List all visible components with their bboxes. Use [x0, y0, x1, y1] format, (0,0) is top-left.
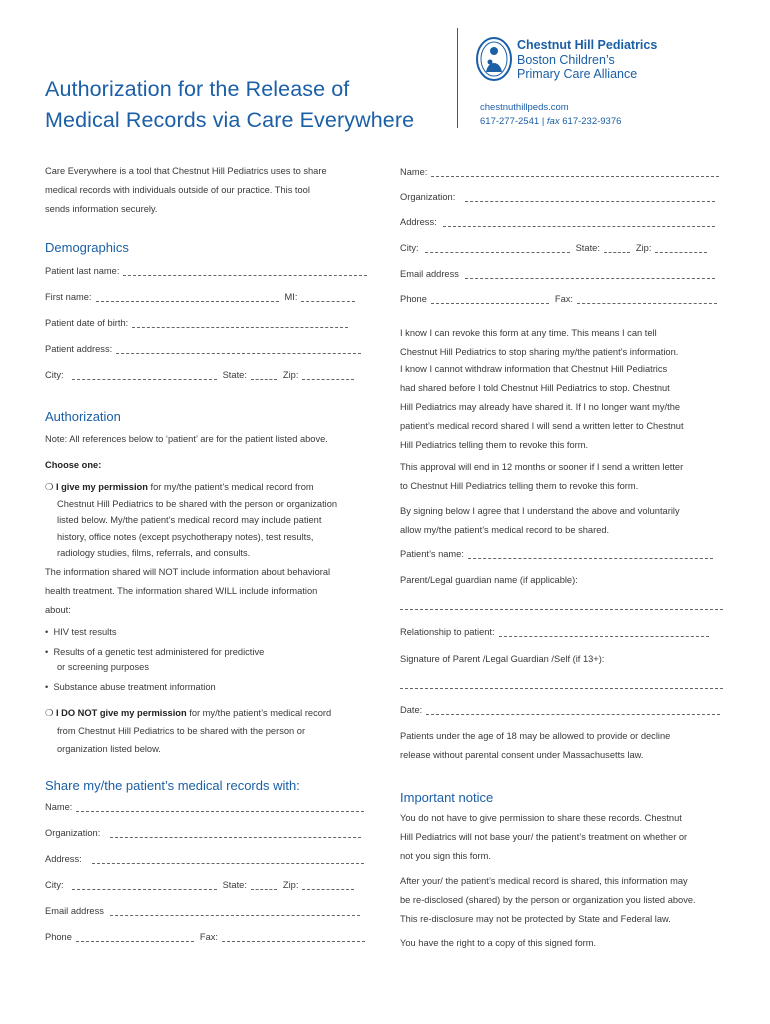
list-item	[45, 680, 216, 695]
paragraph-line: Hill Pediatrics may already have shared it. If I no longer want my/the	[400, 402, 681, 412]
list-item-text: Substance abuse treatment information	[53, 682, 216, 692]
document-title	[45, 74, 414, 136]
field-label: Name:	[45, 802, 73, 812]
paragraph-line: You do not have to give permission to share these records. Chestnut	[400, 813, 682, 823]
separator: |	[541, 116, 545, 127]
intro-line: Care Everywhere is a tool that Chestnut Hill Pediatrics uses to share	[45, 166, 327, 176]
fax-number: 617-232-9376	[562, 116, 622, 127]
field-label: City:	[45, 880, 64, 890]
paragraph-line: The information shared will NOT include information about behavioral	[45, 567, 331, 577]
field-label: Email address	[45, 906, 104, 916]
withdraw-paragraph	[400, 360, 684, 455]
right-address-field[interactable]	[400, 217, 715, 227]
field-label: City:	[45, 370, 64, 380]
information-scope-paragraph	[45, 563, 330, 620]
give-permission-option[interactable]	[45, 479, 375, 562]
phone-number: 617-277-2541	[480, 116, 540, 127]
signature-label: Signature of Parent /Legal Guardian /Self (if 13+):	[400, 654, 605, 664]
option-text: radiology studies, films, referrals, and consults.	[57, 548, 251, 558]
field-label: City:	[400, 243, 419, 253]
date-field[interactable]	[400, 705, 720, 715]
right-name-field[interactable]	[400, 167, 719, 177]
logo-line-2: Boston Children’s	[517, 52, 615, 67]
paragraph-line: By signing below I agree that I understand the above and voluntarily	[400, 506, 680, 516]
option-text: Chestnut Hill Pediatrics to be shared with the person or organization	[57, 498, 338, 509]
field-label: Fax:	[554, 294, 573, 304]
field-label: Phone	[45, 932, 72, 942]
patient-address-field[interactable]	[45, 344, 361, 354]
option-text: from Chestnut Hill Pediatrics to be shared with the person or	[57, 726, 306, 736]
give-permission-checkbox[interactable]: ❍	[45, 482, 54, 492]
expiration-paragraph	[400, 458, 683, 496]
field-label: Fax:	[199, 932, 218, 942]
authorization-note: Note: All references below to ‘patient’ are for the patient listed above.	[45, 434, 328, 444]
paragraph-line: release without parental consent under Massachusetts law.	[400, 750, 644, 760]
share-heading: Share my/the patient’s medical records with:	[45, 778, 300, 793]
field-label: First name:	[45, 292, 92, 302]
option-text: listed below. My/the patient’s medical record may include patient	[57, 515, 322, 525]
deny-permission-checkbox[interactable]: ❍	[45, 708, 54, 718]
title-line-2: Medical Records via Care Everywhere	[45, 108, 415, 132]
right-phone-fax-field[interactable]	[400, 294, 717, 304]
field-label: Email address	[400, 269, 459, 279]
demographics-heading: Demographics	[45, 240, 129, 255]
paragraph-line: Chestnut Hill Pediatrics to stop sharing my/the patient’s information.	[400, 347, 679, 357]
list-item	[45, 625, 116, 640]
option-text: organization listed below.	[57, 744, 161, 754]
recipient-email-field[interactable]	[45, 906, 360, 916]
field-label: Patient date of birth:	[45, 318, 129, 328]
field-label: Patient’s name:	[400, 549, 464, 559]
under-18-paragraph	[400, 727, 670, 765]
paragraph-line: to Chestnut Hill Pediatrics telling them to revoke this form.	[400, 481, 639, 491]
field-label: Address:	[400, 217, 437, 227]
right-city-state-zip-field[interactable]	[400, 243, 707, 253]
paragraph-line: about:	[45, 605, 71, 615]
paragraph-line: Hill Pediatrics telling them to revoke this form.	[400, 440, 589, 450]
field-label: Patient address:	[45, 344, 113, 354]
deny-permission-label: I DO NOT give my permission	[55, 708, 187, 718]
list-item	[45, 645, 264, 675]
fax-label: fax	[546, 116, 560, 127]
field-label: Patient last name:	[45, 266, 120, 276]
guardian-name-input-line[interactable]	[400, 601, 723, 610]
paragraph-line: After your/ the patient’s medical record is shared, this information may	[400, 876, 688, 886]
right-email-field[interactable]	[400, 269, 715, 279]
paragraph-line: Hill Pediatrics will not base your/ the patient’s treatment on whether or	[400, 832, 688, 842]
field-label: Name:	[400, 167, 428, 177]
list-item-text: Results of a genetic test administered for predictive	[53, 647, 265, 657]
paragraph-line: be re-disclosed (shared) by the person or organization you listed above.	[400, 895, 696, 905]
header-divider	[457, 28, 458, 128]
notice-paragraph-3: You have the right to a copy of this signed form.	[400, 938, 597, 948]
important-notice-heading: Important notice	[400, 790, 494, 805]
recipient-address-field[interactable]	[45, 854, 364, 864]
bullet-icon: •	[45, 682, 49, 692]
deny-permission-option[interactable]	[45, 704, 375, 758]
signature-input-line[interactable]	[400, 680, 723, 689]
option-text: for my/the patient’s medical record	[186, 708, 332, 718]
option-text: for my/the patient’s medical record from	[147, 482, 314, 492]
first-name-field[interactable]	[45, 292, 355, 302]
city-state-zip-field[interactable]	[45, 370, 354, 380]
relationship-field[interactable]	[400, 627, 709, 637]
right-organization-field[interactable]	[400, 192, 715, 202]
recipient-phone-fax-field[interactable]	[45, 932, 365, 942]
date-of-birth-field[interactable]	[45, 318, 348, 328]
contact-info	[480, 101, 621, 129]
recipient-city-state-zip-field[interactable]	[45, 880, 354, 890]
chestnut-hill-logo-icon	[476, 36, 512, 82]
recipient-organization-field[interactable]	[45, 828, 361, 838]
recipient-name-field[interactable]	[45, 802, 364, 812]
patient-name-field[interactable]	[400, 549, 713, 559]
paragraph-line: I know I can revoke this form at any time. This means I can tell	[400, 328, 657, 338]
bullet-icon: •	[45, 627, 49, 637]
paragraph-line: allow my/the patient’s medical record to be shared.	[400, 525, 610, 535]
patient-last-name-field[interactable]	[45, 266, 367, 276]
paragraph-line: not you sign this form.	[400, 851, 491, 861]
authorization-heading: Authorization	[45, 409, 121, 424]
field-label: Zip:	[282, 880, 299, 890]
field-label: MI:	[284, 292, 298, 302]
field-label: Organization:	[45, 828, 101, 838]
logo-line-3: Primary Care Alliance	[517, 67, 638, 81]
paragraph-line: I know I cannot withdraw information that Chestnut Hill Pediatrics	[400, 364, 668, 374]
paragraph-line: had shared before I told Chestnut Hill Pediatrics to stop. Chestnut	[400, 383, 670, 393]
field-label: Phone	[400, 294, 427, 304]
field-label: State:	[222, 880, 247, 890]
choose-one-label: Choose one:	[45, 460, 102, 470]
paragraph-line: This re-disclosure may not be protected by State and Federal law.	[400, 914, 671, 924]
agreement-paragraph	[400, 502, 680, 540]
option-text: history, office notes (except psychotherapy notes), test results,	[57, 531, 314, 542]
intro-line: medical records with individuals outside of our practice. This tool	[45, 185, 310, 195]
paragraph-line: This approval will end in 12 months or sooner if I send a written letter	[400, 462, 684, 472]
notice-paragraph-2	[400, 872, 696, 929]
field-label: Address:	[45, 854, 82, 864]
intro-line: sends information securely.	[45, 204, 158, 214]
organization-logo-text	[517, 38, 657, 82]
field-label: Zip:	[282, 370, 299, 380]
field-label: Organization:	[400, 192, 456, 202]
bullet-icon: •	[45, 647, 49, 657]
field-label: Date:	[400, 705, 423, 715]
logo-name: Chestnut Hill Pediatrics	[517, 38, 658, 52]
paragraph-line: patient’s medical record shared I will send a written letter to Chestnut	[400, 421, 684, 431]
field-label: State:	[222, 370, 247, 380]
revoke-paragraph	[400, 324, 678, 362]
notice-paragraph-1	[400, 809, 687, 866]
guardian-name-label: Parent/Legal guardian name (if applicable):	[400, 575, 578, 585]
intro-paragraph	[45, 162, 327, 219]
list-item-text: HIV test results	[53, 627, 117, 637]
give-permission-label: I give my permission	[55, 482, 148, 492]
website-link[interactable]: chestnuthillpeds.com	[480, 102, 569, 113]
paragraph-line: health treatment. The information shared WILL include information	[45, 586, 318, 596]
field-label: State:	[575, 243, 600, 253]
field-label: Zip:	[635, 243, 652, 253]
title-line-1: Authorization for the Release of	[45, 77, 350, 101]
paragraph-line: Patients under the age of 18 may be allowed to provide or decline	[400, 731, 671, 741]
field-label: Relationship to patient:	[400, 627, 495, 637]
list-item-text: or screening purposes	[57, 662, 149, 672]
